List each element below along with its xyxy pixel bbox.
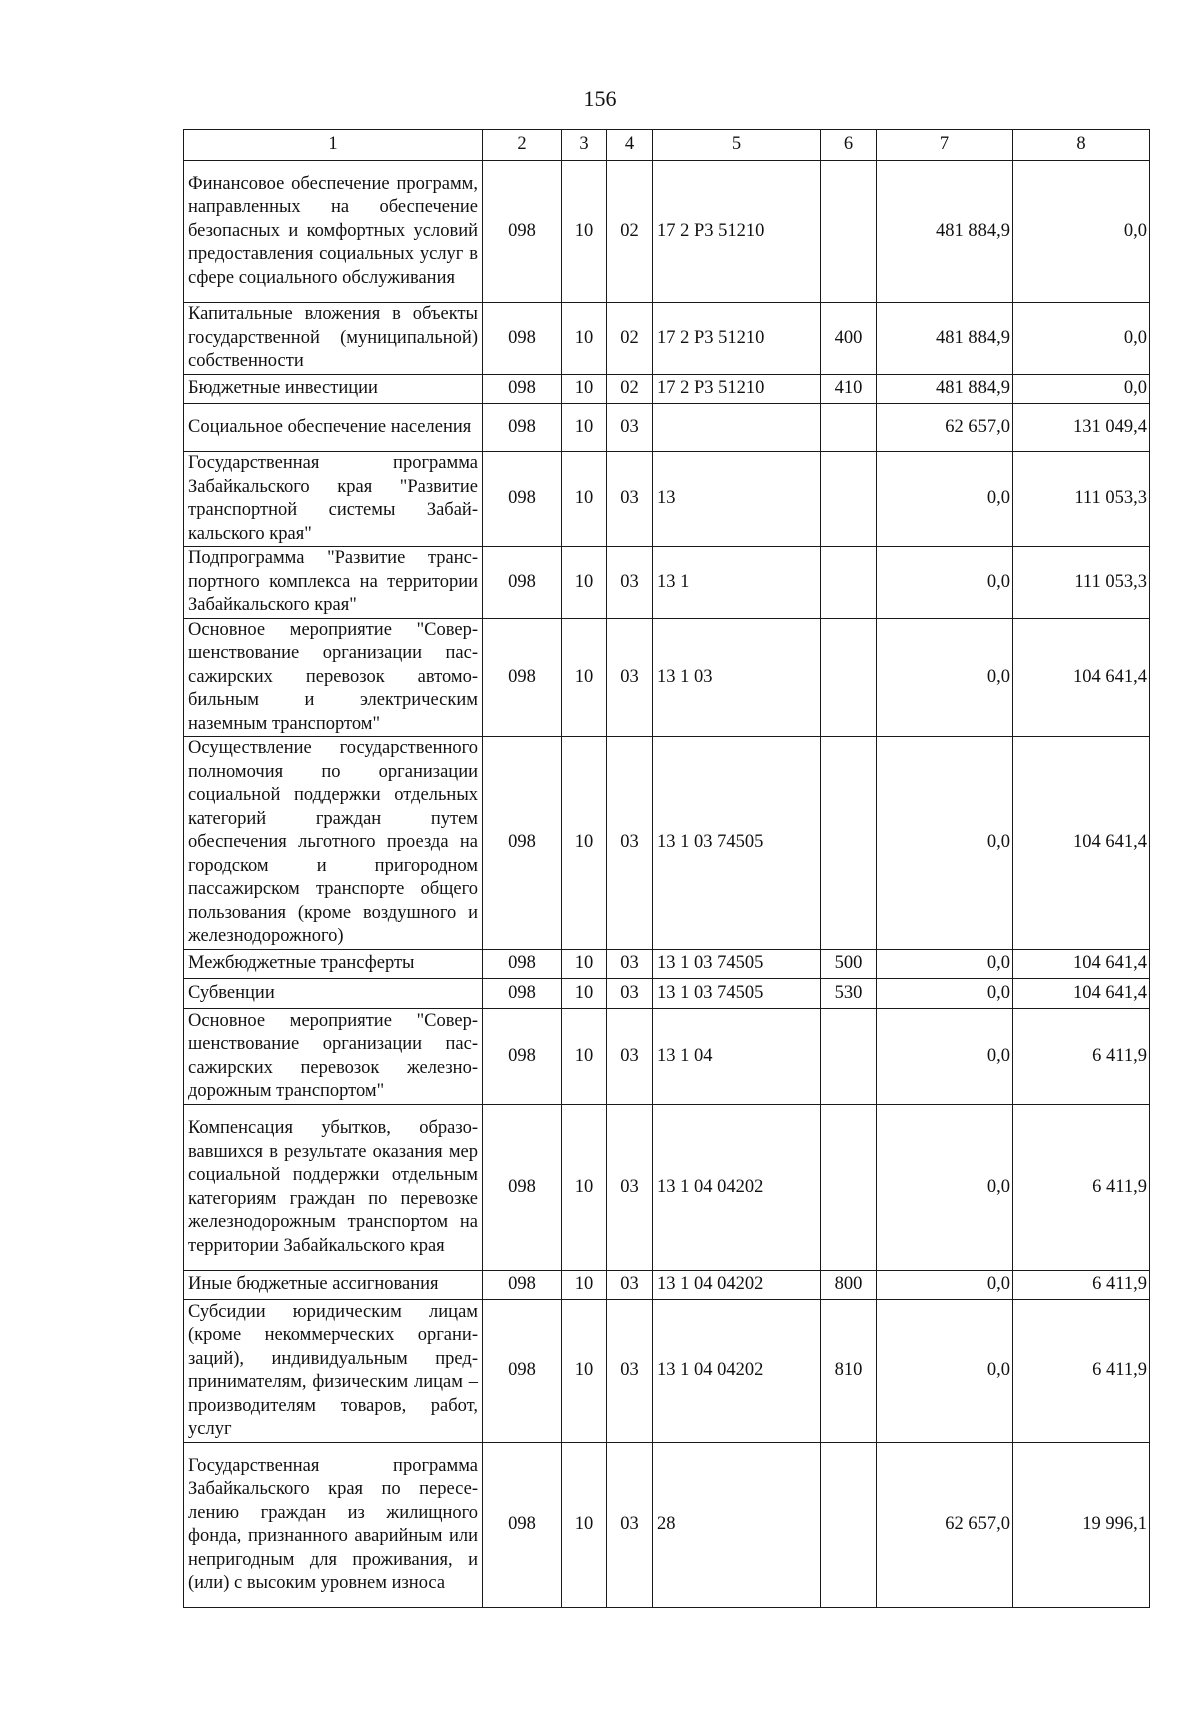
row-target-article-cell: 13 1 04 04202 — [653, 1300, 821, 1443]
row-target-article-cell: 17 2 P3 51210 — [653, 375, 821, 404]
header-col-6: 6 — [821, 130, 877, 161]
table-row — [184, 547, 1150, 619]
row-section-cell: 10 — [562, 303, 607, 375]
row-amount-col8-cell: 111 053,3 — [1013, 452, 1150, 547]
page-number: 156 — [583, 86, 617, 111]
row-section-cell: 10 — [562, 1443, 607, 1608]
row-expense-type-cell: 810 — [821, 1300, 877, 1443]
row-expense-type-cell: 530 — [821, 979, 877, 1009]
row-amount-col7-cell: 481 884,9 — [877, 303, 1013, 375]
row-admin-code-cell: 098 — [483, 1300, 562, 1443]
row-target-article-cell: 13 1 — [653, 547, 821, 619]
header-col-4: 4 — [607, 130, 653, 161]
row-subsection-cell: 02 — [607, 303, 653, 375]
row-target-article-cell: 13 1 04 04202 — [653, 1271, 821, 1300]
table-row — [184, 1300, 1150, 1443]
row-name-cell: Иные бюджетные ассигнования — [184, 1271, 483, 1300]
header-col-2: 2 — [483, 130, 562, 161]
row-section-cell: 10 — [562, 979, 607, 1009]
row-admin-code-cell: 098 — [483, 452, 562, 547]
row-admin-code-cell: 098 — [483, 404, 562, 452]
row-amount-col8-cell: 6 411,9 — [1013, 1009, 1150, 1105]
row-amount-col7-cell: 62 657,0 — [877, 404, 1013, 452]
row-admin-code-cell: 098 — [483, 1271, 562, 1300]
row-expense-type-cell — [821, 737, 877, 950]
row-subsection-cell: 03 — [607, 979, 653, 1009]
row-subsection-cell: 03 — [607, 547, 653, 619]
table-row — [184, 1271, 1150, 1300]
row-name-cell: Подпрограмма "Развитие транспортного комплекса на территории Забайкальского края" — [184, 547, 483, 619]
row-expense-type-cell: 800 — [821, 1271, 877, 1300]
row-subsection-cell: 03 — [607, 404, 653, 452]
row-name-cell: Бюджетные инвестиции — [184, 375, 483, 404]
row-name-cell: Государственная программа Забайкальского края "Развитие транспортной системы Забайкальского края" — [184, 452, 483, 547]
row-target-article-cell: 13 — [653, 452, 821, 547]
row-amount-col8-cell: 104 641,4 — [1013, 737, 1150, 950]
table-row — [184, 404, 1150, 452]
row-amount-col8-cell: 111 053,3 — [1013, 547, 1150, 619]
row-admin-code-cell: 098 — [483, 547, 562, 619]
row-name-cell: Государственная программа Забайкальского края по переселению граждан из жилищного фонда, признанного аварийным или непригодным для проживания, и (или) с высоким уровнем износа — [184, 1443, 483, 1608]
row-target-article-cell: 28 — [653, 1443, 821, 1608]
header-col-3: 3 — [562, 130, 607, 161]
header-col-1: 1 — [184, 130, 483, 161]
budget-table — [183, 129, 1150, 1608]
row-target-article-cell: 13 1 04 — [653, 1009, 821, 1105]
row-amount-col7-cell: 0,0 — [877, 547, 1013, 619]
row-name-cell: Капитальные вложения в объекты государственной (муниципальной) собственности — [184, 303, 483, 375]
row-section-cell: 10 — [562, 375, 607, 404]
row-amount-col7-cell: 481 884,9 — [877, 161, 1013, 303]
row-target-article-cell: 13 1 03 74505 — [653, 979, 821, 1009]
row-name-cell: Субвенции — [184, 979, 483, 1009]
row-target-article-cell: 13 1 03 74505 — [653, 950, 821, 979]
row-target-article-cell: 13 1 04 04202 — [653, 1105, 821, 1271]
row-amount-col8-cell: 6 411,9 — [1013, 1105, 1150, 1271]
row-name-cell: Осуществление государственного полномочия по организации социальной поддержки отдельных категорий граждан путем обеспечения льготного проезда на городском и пригородном пассажирском транспорте общего пользования (кроме воздушного и железнодорожного) — [184, 737, 483, 950]
row-subsection-cell: 03 — [607, 1009, 653, 1105]
row-section-cell: 10 — [562, 618, 607, 737]
table-row — [184, 303, 1150, 375]
row-amount-col7-cell: 0,0 — [877, 1300, 1013, 1443]
row-amount-col7-cell: 0,0 — [877, 452, 1013, 547]
row-amount-col8-cell: 104 641,4 — [1013, 979, 1150, 1009]
row-name-cell: Межбюджетные трансферты — [184, 950, 483, 979]
row-name-cell: Финансовое обеспечение программ, направленных на обеспечение безопасных и комфортных условий предоставления социальных услуг в сфере социального обслуживания — [184, 161, 483, 303]
row-amount-col7-cell: 0,0 — [877, 1009, 1013, 1105]
row-subsection-cell: 03 — [607, 1271, 653, 1300]
row-section-cell: 10 — [562, 1300, 607, 1443]
row-admin-code-cell: 098 — [483, 618, 562, 737]
table-row — [184, 452, 1150, 547]
row-subsection-cell: 03 — [607, 950, 653, 979]
header-col-5: 5 — [653, 130, 821, 161]
row-subsection-cell: 02 — [607, 161, 653, 303]
row-expense-type-cell — [821, 547, 877, 619]
header-row — [184, 130, 1150, 161]
table-row — [184, 161, 1150, 303]
row-amount-col8-cell: 19 996,1 — [1013, 1443, 1150, 1608]
row-section-cell: 10 — [562, 404, 607, 452]
row-name-cell: Основное мероприятие "Совершенствование организации пассажирских перевозок железнодорожным транспортом" — [184, 1009, 483, 1105]
row-expense-type-cell — [821, 452, 877, 547]
row-amount-col7-cell: 62 657,0 — [877, 1443, 1013, 1608]
table-row — [184, 1009, 1150, 1105]
row-admin-code-cell: 098 — [483, 1443, 562, 1608]
header-col-8: 8 — [1013, 130, 1150, 161]
row-admin-code-cell: 098 — [483, 737, 562, 950]
row-amount-col7-cell: 0,0 — [877, 618, 1013, 737]
row-amount-col8-cell: 6 411,9 — [1013, 1271, 1150, 1300]
row-amount-col7-cell: 0,0 — [877, 950, 1013, 979]
row-subsection-cell: 03 — [607, 1443, 653, 1608]
row-expense-type-cell — [821, 1009, 877, 1105]
row-expense-type-cell — [821, 1443, 877, 1608]
row-target-article-cell — [653, 404, 821, 452]
row-expense-type-cell: 400 — [821, 303, 877, 375]
row-target-article-cell: 13 1 03 — [653, 618, 821, 737]
row-amount-col8-cell: 0,0 — [1013, 303, 1150, 375]
row-amount-col8-cell: 104 641,4 — [1013, 618, 1150, 737]
row-admin-code-cell: 098 — [483, 375, 562, 404]
header-col-7: 7 — [877, 130, 1013, 161]
row-admin-code-cell: 098 — [483, 950, 562, 979]
table-row — [184, 737, 1150, 950]
table-body — [184, 161, 1150, 1608]
row-admin-code-cell: 098 — [483, 303, 562, 375]
row-section-cell: 10 — [562, 1105, 607, 1271]
row-admin-code-cell: 098 — [483, 1009, 562, 1105]
row-name-cell: Социальное обеспечение населения — [184, 404, 483, 452]
table-row — [184, 979, 1150, 1009]
row-amount-col7-cell: 0,0 — [877, 1271, 1013, 1300]
row-expense-type-cell: 500 — [821, 950, 877, 979]
row-amount-col8-cell: 6 411,9 — [1013, 1300, 1150, 1443]
row-target-article-cell: 17 2 P3 51210 — [653, 161, 821, 303]
row-expense-type-cell — [821, 1105, 877, 1271]
row-amount-col7-cell: 0,0 — [877, 737, 1013, 950]
row-section-cell: 10 — [562, 161, 607, 303]
row-target-article-cell: 17 2 P3 51210 — [653, 303, 821, 375]
row-subsection-cell: 03 — [607, 737, 653, 950]
table-row — [184, 1443, 1150, 1608]
row-subsection-cell: 03 — [607, 1105, 653, 1271]
row-amount-col8-cell: 0,0 — [1013, 375, 1150, 404]
table-row — [184, 375, 1150, 404]
row-expense-type-cell — [821, 404, 877, 452]
row-section-cell: 10 — [562, 547, 607, 619]
row-admin-code-cell: 098 — [483, 979, 562, 1009]
row-expense-type-cell: 410 — [821, 375, 877, 404]
row-subsection-cell: 02 — [607, 375, 653, 404]
row-admin-code-cell: 098 — [483, 1105, 562, 1271]
row-section-cell: 10 — [562, 452, 607, 547]
row-subsection-cell: 03 — [607, 618, 653, 737]
row-amount-col7-cell: 0,0 — [877, 1105, 1013, 1271]
row-name-cell: Компенсация убытков, образовавшихся в результате оказания мер социальной поддержки отдельным категориям граждан по перевозке железнодорожным транспортом на территории Забайкальского края — [184, 1105, 483, 1271]
row-amount-col7-cell: 481 884,9 — [877, 375, 1013, 404]
table-row — [184, 618, 1150, 737]
row-amount-col8-cell: 104 641,4 — [1013, 950, 1150, 979]
row-section-cell: 10 — [562, 1271, 607, 1300]
row-name-cell: Основное мероприятие "Совершенствование организации пассажирских перевозок автомобильным и электрическим наземным транспортом" — [184, 618, 483, 737]
row-target-article-cell: 13 1 03 74505 — [653, 737, 821, 950]
row-amount-col7-cell: 0,0 — [877, 979, 1013, 1009]
row-amount-col8-cell: 131 049,4 — [1013, 404, 1150, 452]
table-row — [184, 1105, 1150, 1271]
row-section-cell: 10 — [562, 950, 607, 979]
row-amount-col8-cell: 0,0 — [1013, 161, 1150, 303]
row-expense-type-cell — [821, 161, 877, 303]
row-expense-type-cell — [821, 618, 877, 737]
row-section-cell: 10 — [562, 1009, 607, 1105]
table-row — [184, 950, 1150, 979]
row-admin-code-cell: 098 — [483, 161, 562, 303]
row-subsection-cell: 03 — [607, 452, 653, 547]
row-subsection-cell: 03 — [607, 1300, 653, 1443]
row-section-cell: 10 — [562, 737, 607, 950]
row-name-cell: Субсидии юридическим лицам (кроме некоммерческих организаций), индивидуальным предпринимателям, физическим лицам – производителям товаров, работ, услуг — [184, 1300, 483, 1443]
